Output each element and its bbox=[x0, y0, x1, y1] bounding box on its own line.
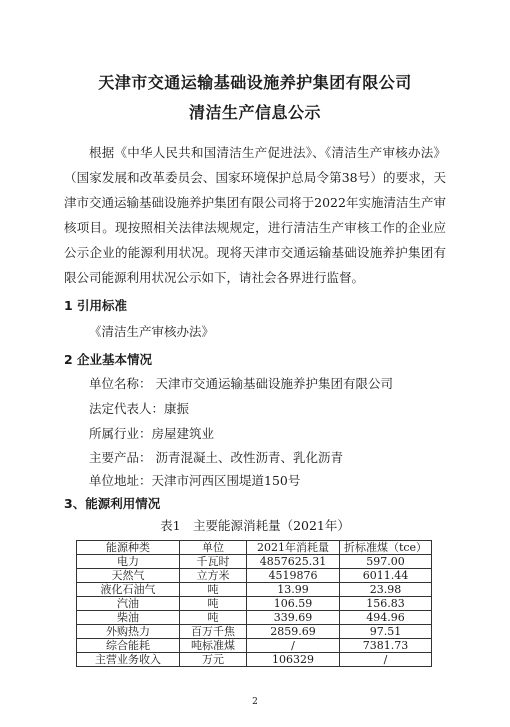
header-standard-coal: 折标准煤（tce） bbox=[340, 541, 432, 555]
energy-unit: 千瓦时 bbox=[180, 555, 247, 569]
intro-paragraph: 根据《中华人民共和国清洁生产促进法》、《清洁生产审核办法》（国家发展和改革委员会、国家环境保护总局令第38号）的要求，天津市交通运输基础设施养护集团有限公司将于2022年实施清洁生产审核项目。现按照相关法律法规规定，进行清洁生产审核工作的企业应公示企业的能源利用状况。现将天津市交通运输基础设施养护集团有限公司能源利用状况公示如下，请社会各界进行监督。 bbox=[64, 145, 446, 285]
section-2-heading: 2 企业基本情况 bbox=[64, 352, 153, 367]
page-number: 2 bbox=[252, 697, 258, 707]
consumption-value: 4857625.31 bbox=[247, 555, 340, 569]
energy-unit: 立方米 bbox=[180, 569, 247, 583]
energy-unit: 吨 bbox=[180, 597, 247, 611]
section-3-heading: 3、能源利用情况 bbox=[64, 496, 161, 511]
section-1-heading: 1 引用标准 bbox=[64, 298, 128, 313]
unit-name: 单位名称： 天津市交通运输基础设施养护集团有限公司 bbox=[89, 376, 393, 391]
standard-coal-value: / bbox=[340, 653, 432, 667]
industry: 所属行业：房屋建筑业 bbox=[89, 426, 215, 441]
energy-type: 汽油 bbox=[77, 597, 180, 611]
main-products: 主要产品： 沥青混凝土、改性沥青、乳化沥青 bbox=[89, 450, 343, 465]
header-consumption: 2021年消耗量 bbox=[247, 541, 340, 555]
header-energy-type: 能源种类 bbox=[77, 541, 180, 555]
consumption-value: / bbox=[247, 639, 340, 653]
energy-unit: 万元 bbox=[180, 653, 247, 667]
consumption-value: 4519876 bbox=[247, 569, 340, 583]
legal-representative: 法定代表人：康振 bbox=[89, 401, 190, 416]
table-row bbox=[77, 583, 432, 597]
standard-reference: 《清洁生产审核办法》 bbox=[89, 324, 215, 339]
header-unit: 单位 bbox=[180, 541, 247, 555]
document-title: 天津市交通运输基础设施养护集团有限公司 bbox=[98, 73, 412, 92]
energy-type: 外购热力 bbox=[77, 625, 180, 639]
energy-type: 主营业务收入 bbox=[77, 653, 180, 667]
table-row bbox=[77, 625, 432, 639]
standard-coal-value: 97.51 bbox=[340, 625, 432, 639]
energy-type: 柴油 bbox=[77, 611, 180, 625]
table-row bbox=[77, 653, 432, 667]
energy-unit: 百万千焦 bbox=[180, 625, 247, 639]
consumption-value: 339.69 bbox=[247, 611, 340, 625]
consumption-value: 106.59 bbox=[247, 597, 340, 611]
table-header-row bbox=[77, 541, 432, 555]
standard-coal-value: 6011.44 bbox=[340, 569, 432, 583]
document-subtitle: 清洁生产信息公示 bbox=[188, 103, 321, 122]
table-row bbox=[77, 569, 432, 583]
table-row bbox=[77, 611, 432, 625]
table-caption: 表1 主要能源消耗量（2021年） bbox=[160, 518, 350, 533]
standard-coal-value: 7381.73 bbox=[340, 639, 432, 653]
energy-type: 天然气 bbox=[77, 569, 180, 583]
consumption-value: 13.99 bbox=[247, 583, 340, 597]
consumption-value: 106329 bbox=[247, 653, 340, 667]
consumption-value: 2859.69 bbox=[247, 625, 340, 639]
table-row bbox=[77, 555, 432, 569]
standard-coal-value: 597.00 bbox=[340, 555, 432, 569]
table-row bbox=[77, 639, 432, 653]
energy-type: 综合能耗 bbox=[77, 639, 180, 653]
unit-address: 单位地址：天津市河西区围堤道150号 bbox=[89, 473, 301, 488]
standard-coal-value: 494.96 bbox=[340, 611, 432, 625]
standard-coal-value: 23.98 bbox=[340, 583, 432, 597]
energy-type: 液化石油气 bbox=[77, 583, 180, 597]
energy-unit: 吨 bbox=[180, 583, 247, 597]
standard-coal-value: 156.83 bbox=[340, 597, 432, 611]
energy-unit: 吨 bbox=[180, 611, 247, 625]
table-row bbox=[77, 597, 432, 611]
energy-unit: 吨标准煤 bbox=[180, 639, 247, 653]
energy-type: 电力 bbox=[77, 555, 180, 569]
energy-consumption-table bbox=[76, 540, 432, 667]
